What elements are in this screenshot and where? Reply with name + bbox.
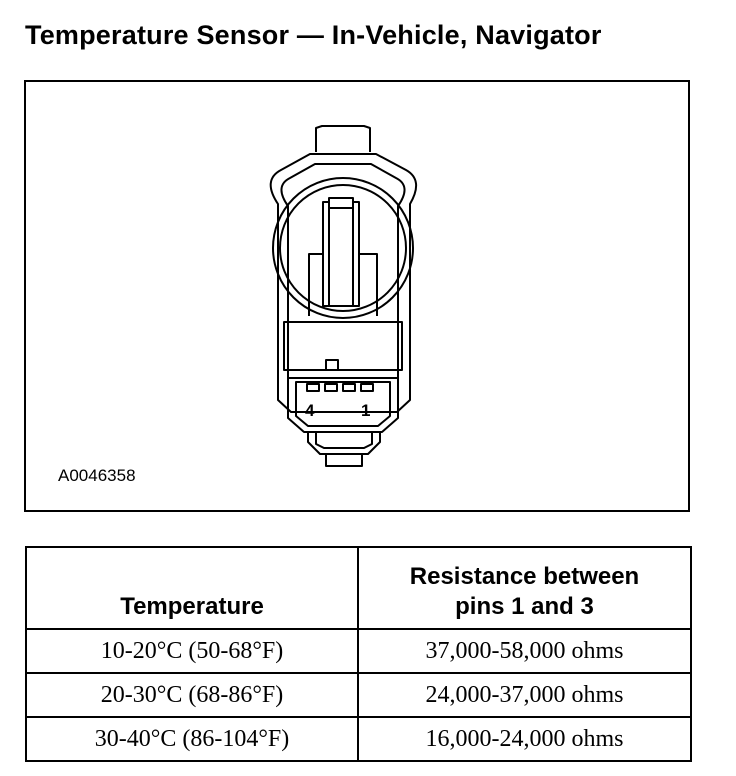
column-header-temperature-label: Temperature [120,593,264,620]
sensor-connector-illustration [26,82,688,510]
sensor-probe-tip [329,198,353,208]
resistance-cell: 24,000-37,000 ohms [358,673,691,717]
sensor-lower-block [284,322,402,370]
table-row [26,717,691,761]
table-row [26,629,691,673]
connector-latch [308,432,380,454]
column-header-resistance-line2: pins 1 and 3 [455,593,594,620]
connector-pin-3 [325,384,337,391]
table-row [26,673,691,717]
sensor-top-tab [316,126,370,152]
page-title: Temperature Sensor — In-Vehicle, Navigator [25,20,602,50]
connector-pin-1 [361,384,373,391]
temperature-cell: 10-20°C (50-68°F) [26,629,358,673]
connector-pin-2 [343,384,355,391]
table-header-row [26,547,691,629]
temperature-cell: 30-40°C (86-104°F) [26,717,358,761]
figure-id-label: A0046358 [58,466,136,485]
pin-label-right: 1 [361,401,371,420]
resistance-cell: 16,000-24,000 ohms [358,717,691,761]
resistance-table [25,546,692,762]
resistance-cell: 37,000-58,000 ohms [358,629,691,673]
column-header-resistance [358,547,691,629]
temperature-cell: 20-30°C (68-86°F) [26,673,358,717]
connector-pin-4 [307,384,319,391]
column-header-temperature [26,547,358,629]
connector-latch-tab [326,454,362,466]
sensor-figure [24,80,690,512]
column-header-resistance-line1: Resistance between [409,563,640,590]
pin-label-left: 4 [305,401,315,420]
